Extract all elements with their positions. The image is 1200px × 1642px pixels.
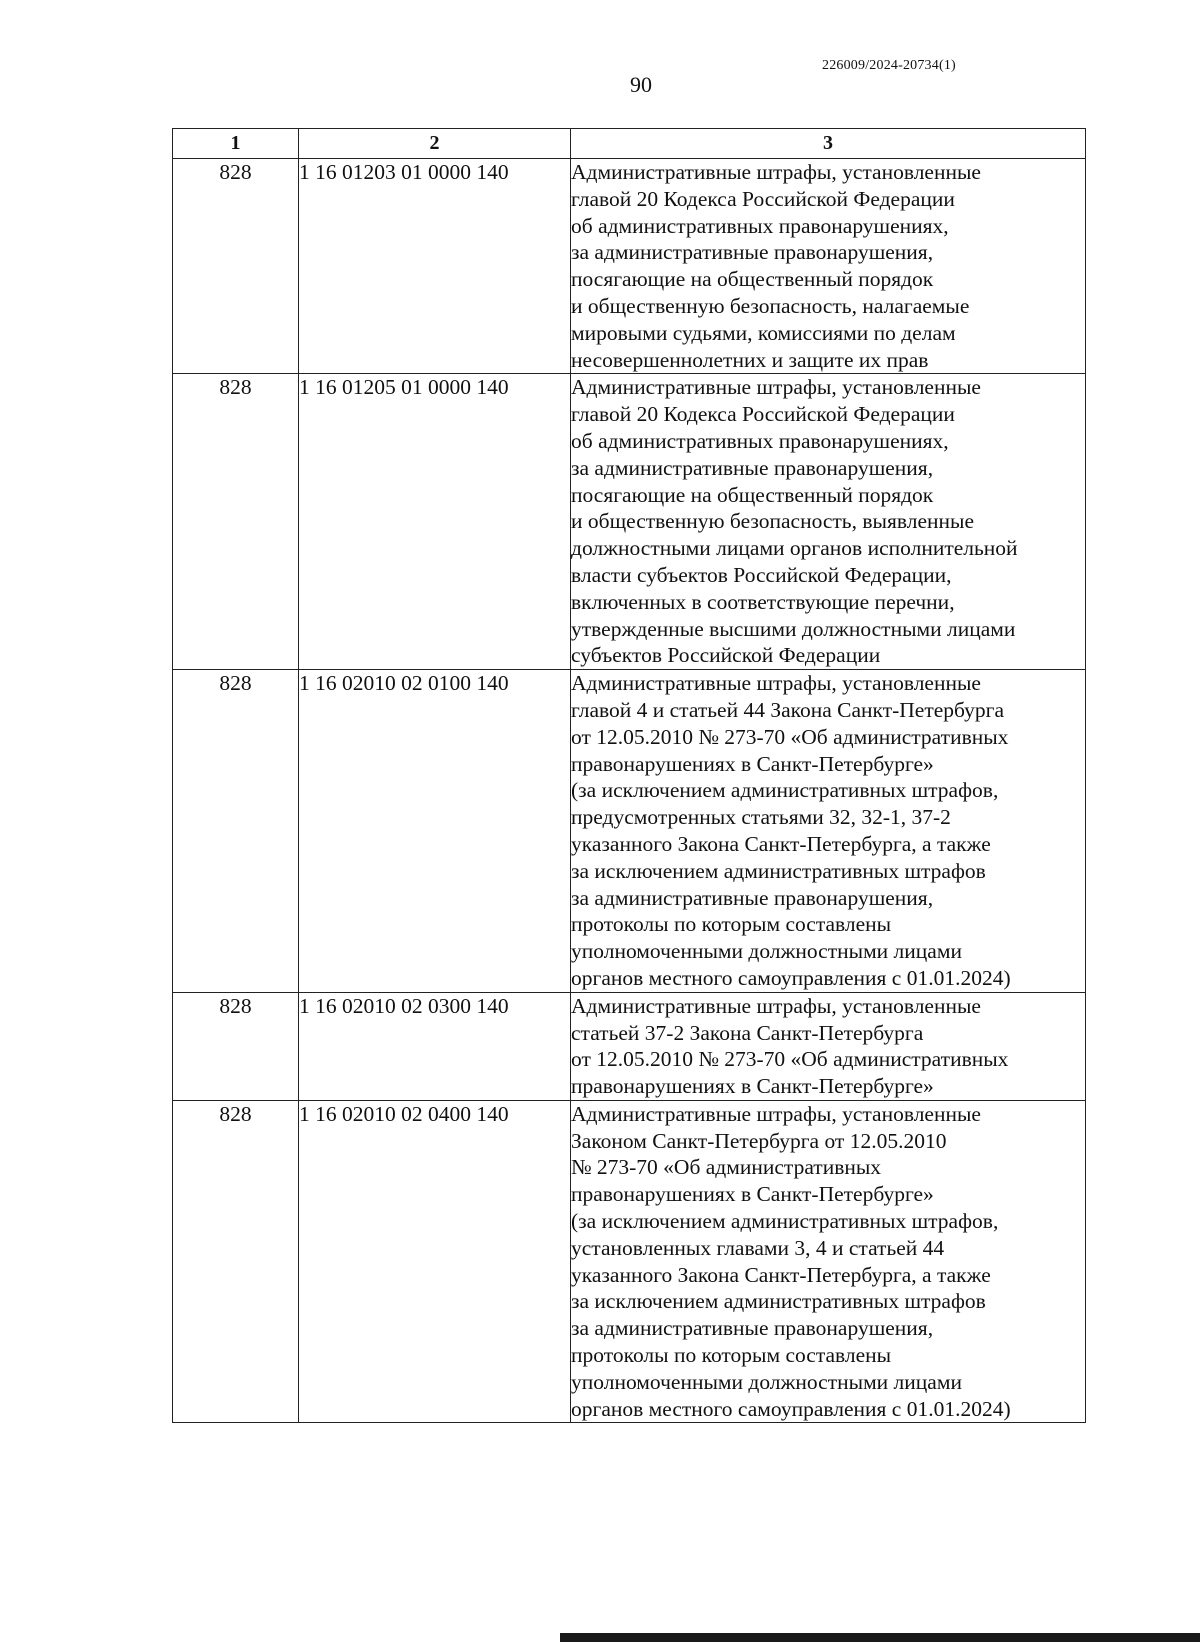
description-line: органов местного самоуправления с 01.01.2024) (571, 1396, 1011, 1421)
description-line: от 12.05.2010 № 273-70 «Об административных (571, 1047, 1009, 1072)
budget-code-cell: 1 16 02010 02 0100 140 (299, 670, 571, 993)
description-line: за административные правонарушения, (571, 240, 934, 265)
description-line: и общественную безопасность, налагаемые (571, 293, 970, 318)
description-line: Административные штрафы, установленные (571, 160, 981, 184)
description-line: несовершеннолетних и защите их прав (571, 347, 929, 372)
budget-code-cell: 1 16 02010 02 0400 140 (299, 1100, 571, 1423)
description-line: Законом Санкт-Петербурга от 12.05.2010 (571, 1128, 947, 1153)
description-line: за административные правонарушения, (571, 455, 934, 480)
description-line: за административные правонарушения, (571, 885, 934, 910)
description-line: за административные правонарушения, (571, 1316, 934, 1341)
budget-code-cell: 1 16 01203 01 0000 140 (299, 159, 571, 374)
table-row (173, 374, 1086, 670)
description-line: утвержденные высшими должностными лицами (571, 616, 1016, 641)
table-header-row (173, 129, 1086, 159)
description-line: № 273-70 «Об административных (571, 1155, 882, 1180)
description-cell (571, 159, 1086, 374)
description-line: субъектов Российской Федерации (571, 643, 881, 668)
budget-code-cell: 1 16 02010 02 0300 140 (299, 992, 571, 1100)
description-line: власти субъектов Российской Федерации, (571, 562, 952, 587)
table-row (173, 159, 1086, 374)
description-line: и общественную безопасность, выявленные (571, 509, 974, 534)
admin-code-cell: 828 (173, 992, 299, 1100)
description-line: главой 20 Кодекса Российской Федерации (571, 186, 955, 211)
description-line: уполномоченными должностными лицами (571, 939, 962, 964)
description-line: об административных правонарушениях, (571, 428, 949, 453)
description-line: главой 20 Кодекса Российской Федерации (571, 402, 955, 427)
description-line: включенных в соответствующие перечни, (571, 589, 955, 614)
description-line: правонарушениях в Санкт-Петербурге» (571, 1074, 934, 1099)
description-line: мировыми судьями, комиссиями по делам (571, 320, 956, 345)
revenue-codes-table (172, 128, 1086, 1423)
admin-code-cell: 828 (173, 159, 299, 374)
description-line: (за исключением административных штрафов, (571, 1209, 999, 1234)
description-line: протоколы по которым составлены (571, 912, 892, 937)
description-line: органов местного самоуправления с 01.01.2024) (571, 965, 1011, 990)
description-line: предусмотренных статьями 32, 32-1, 37-2 (571, 805, 951, 830)
description-cell (571, 374, 1086, 670)
description-line: статьей 37-2 Закона Санкт-Петербурга (571, 1020, 924, 1045)
table-body (173, 159, 1086, 1423)
admin-code-cell: 828 (173, 1100, 299, 1423)
description-cell (571, 1100, 1086, 1423)
description-line: Административные штрафы, установленные (571, 671, 981, 696)
page-number: 90 (630, 72, 652, 97)
description-line: правонарушениях в Санкт-Петербурге» (571, 751, 934, 776)
table-row (173, 992, 1086, 1100)
document-id: 226009/2024-20734(1) (822, 58, 956, 73)
description-line: протоколы по которым составлены (571, 1343, 892, 1368)
description-cell (571, 670, 1086, 993)
column-header-2: 2 (299, 129, 571, 159)
budget-code-cell: 1 16 01205 01 0000 140 (299, 374, 571, 670)
admin-code-cell: 828 (173, 670, 299, 993)
description-line: главой 4 и статьей 44 Закона Санкт-Петербурга (571, 697, 1005, 722)
description-line: посягающие на общественный порядок (571, 482, 934, 507)
scan-edge-bar (560, 1633, 1200, 1642)
description-line: правонарушениях в Санкт-Петербурге» (571, 1182, 934, 1207)
description-cell (571, 992, 1086, 1100)
column-header-3: 3 (571, 129, 1086, 159)
description-line: Административные штрафы, установленные (571, 375, 981, 400)
table-row (173, 1100, 1086, 1423)
description-line: за исключением административных штрафов (571, 1289, 986, 1314)
description-line: указанного Закона Санкт-Петербурга, а также (571, 831, 991, 856)
admin-code-cell: 828 (173, 374, 299, 670)
description-line: Административные штрафы, установленные (571, 993, 981, 1018)
table-row (173, 670, 1086, 993)
description-line: об административных правонарушениях, (571, 213, 949, 238)
description-line: за исключением административных штрафов (571, 858, 986, 883)
description-line: посягающие на общественный порядок (571, 267, 934, 292)
column-header-1: 1 (173, 129, 299, 159)
description-line: (за исключением административных штрафов, (571, 778, 999, 803)
description-line: от 12.05.2010 № 273-70 «Об административных (571, 724, 1009, 749)
description-line: установленных главами 3, 4 и статьей 44 (571, 1235, 945, 1260)
description-line: уполномоченными должностными лицами (571, 1369, 962, 1394)
description-line: должностными лицами органов исполнительной (571, 536, 1018, 561)
description-line: Административные штрафы, установленные (571, 1101, 981, 1126)
description-line: указанного Закона Санкт-Петербурга, а также (571, 1262, 991, 1287)
